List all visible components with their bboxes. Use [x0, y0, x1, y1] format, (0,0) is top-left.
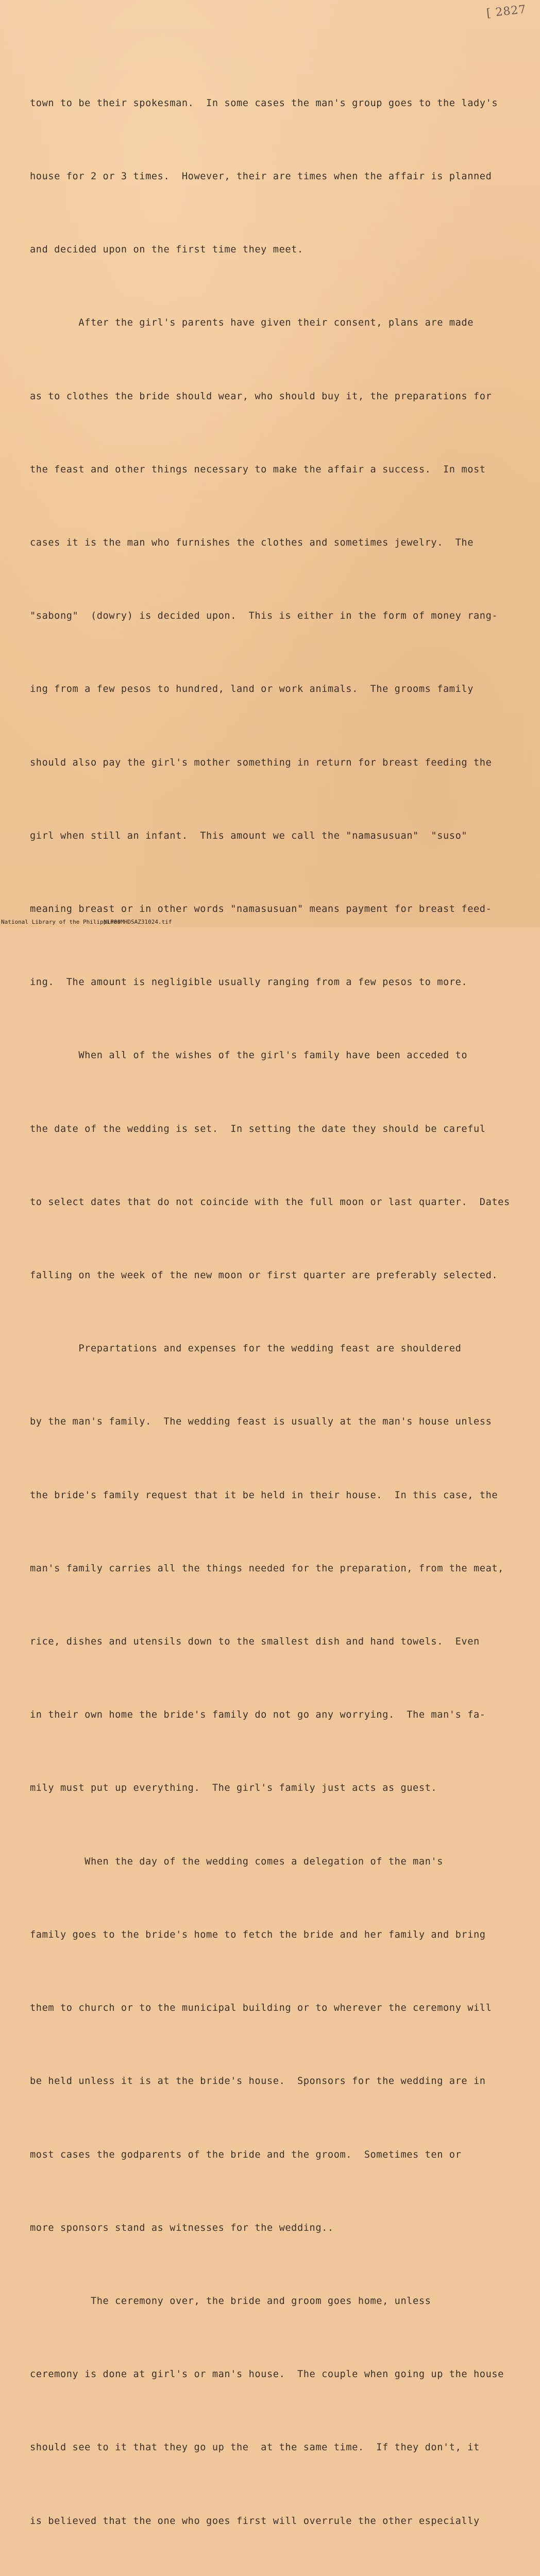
text-line: After the girl's parents have given their consent, plans are made — [30, 317, 474, 329]
text-line: cases it is the man who furnishes the clothes and sometimes jewelry. The — [30, 537, 474, 549]
text-line: them to church or to the municipal building or to wherever the ceremony will — [30, 2003, 492, 2014]
text-line: should see to it that they go up the at the same time. If they don't, it — [30, 2442, 480, 2453]
text-line: town to be their spokesman. In some cases the man's group goes to the lady's — [30, 97, 498, 109]
text-line: in their own home the bride's family do not go any worrying. The man's fa- — [30, 1709, 486, 1721]
text-line: as to clothes the bride should wear, who should buy it, the preparations for — [30, 391, 492, 402]
text-line: the feast and other things necessary to make the affair a success. In most — [30, 464, 486, 475]
text-line: family goes to the bride's home to fetch the bride and her family and bring — [30, 1929, 486, 1940]
scan-footer — [0, 916, 540, 925]
text-line: the bride's family request that it be held in their house. In this case, the — [30, 1489, 498, 1501]
text-line: When all of the wishes of the girl's family have been acceded to — [30, 1050, 468, 1061]
text-line: house for 2 or 3 times. However, their are times when the affair is planned — [30, 171, 492, 182]
text-line: ing. The amount is negligible usually ranging from a few pesos to more. — [30, 977, 468, 988]
footer-file-name: NLP00MHDSAZ31024.tif — [104, 919, 172, 925]
text-line: mily must put up everything. The girl's family just acts as guest. — [30, 1783, 437, 1794]
text-line: should also pay the girl's mother something in return for breast feeding the — [30, 757, 492, 768]
text-line: most cases the godparents of the bride and the groom. Sometimes ten or — [30, 2149, 462, 2160]
text-line: be held unless it is at the bride's house. Sponsors for the wedding are in — [30, 2076, 486, 2087]
text-line: meaning breast or in other words "namasusuan" means payment for breast feed- — [30, 904, 492, 915]
text-line: by the man's family. The wedding feast is usually at the man's house unless — [30, 1416, 492, 1428]
text-line: more sponsors stand as witnesses for the wedding.. — [30, 2222, 334, 2233]
text-line: rice, dishes and utensils down to the smallest dish and hand towels. Even — [30, 1636, 480, 1648]
text-line: Prepartations and expenses for the wedding feast are shouldered — [30, 1343, 462, 1354]
text-line: the date of the wedding is set. In setting the date they should be careful — [30, 1123, 486, 1134]
typed-text-body — [30, 42, 525, 2576]
text-line: ing from a few pesos to hundred, land or work animals. The grooms family — [30, 684, 474, 695]
folio-number: [ 2827 — [486, 3, 528, 20]
text-line: and decided upon on the first time they meet. — [30, 244, 303, 256]
text-line: ceremony is done at girl's or man's house. The couple when going up the house — [30, 2369, 504, 2380]
text-line: "sabong" (dowry) is decided upon. This is either in the form of money rang- — [30, 611, 498, 622]
text-line: man's family carries all the things needed for the preparation, from the meat, — [30, 1563, 504, 1574]
text-line: The ceremony over, the bride and groom goes home, unless — [30, 2295, 431, 2307]
text-line: to select dates that do not coincide with the full moon or last quarter. Dates — [30, 1196, 510, 1208]
text-line: falling on the week of the new moon or first quarter are preferably selected. — [30, 1270, 498, 1281]
text-line: girl when still an infant. This amount we call the "namasusuan" "suso" — [30, 830, 468, 841]
footer-institution: National Library of the Philippines — [1, 919, 121, 925]
text-line: When the day of the wedding comes a delegation of the man's — [30, 1856, 444, 1867]
text-line: is believed that the one who goes first will overrule the other especially — [30, 2515, 480, 2527]
